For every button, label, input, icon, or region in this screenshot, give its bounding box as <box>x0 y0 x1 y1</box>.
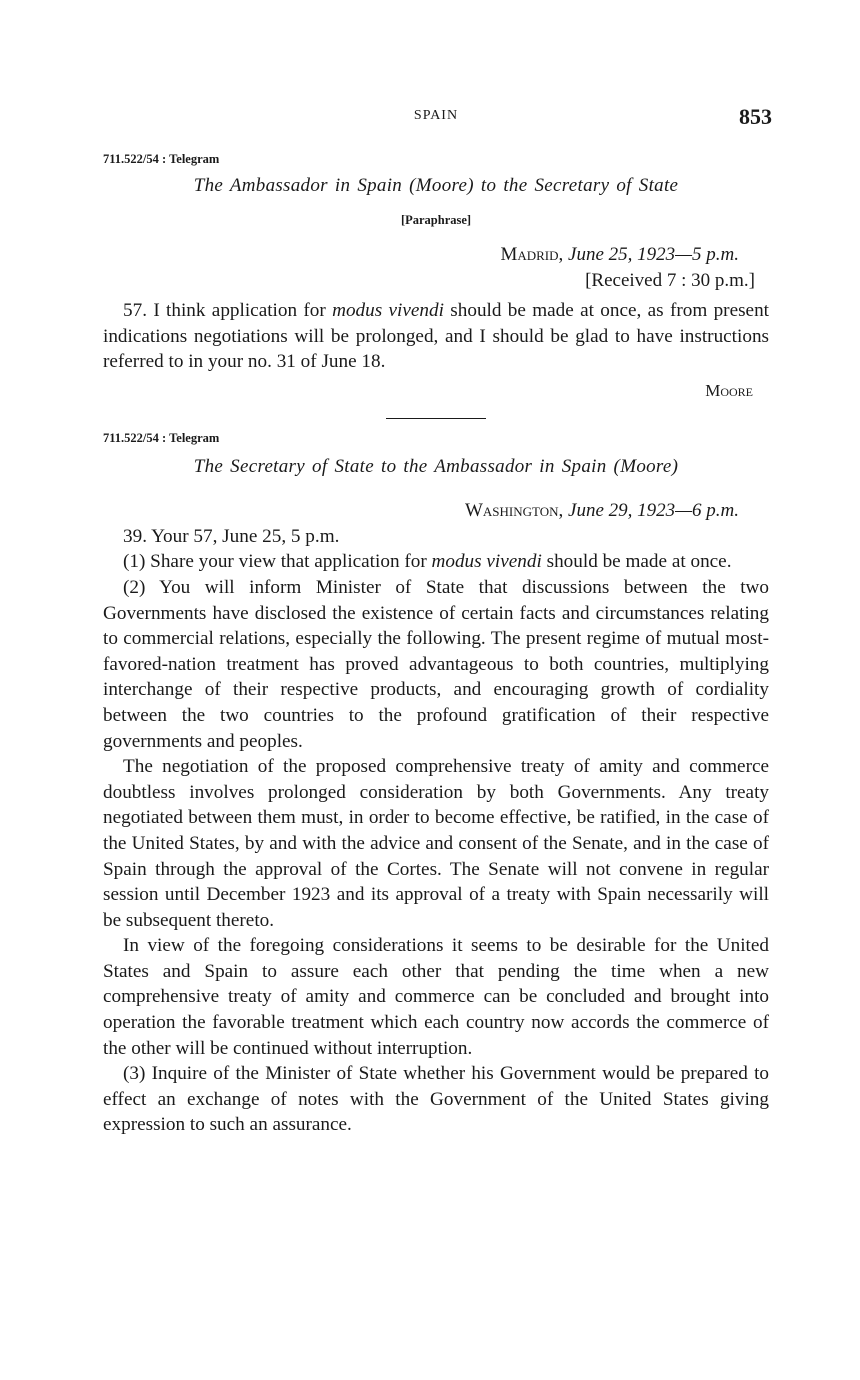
document-title: The Ambassador in Spain (Moore) to the Secretary of State <box>193 175 679 196</box>
dateline-place: Madrid <box>500 244 559 265</box>
dateline: Madrid, June 25, 1923—5 p.m. <box>500 244 739 265</box>
body-paragraph: (3) Inquire of the Minister of State whether his Government would be prepared to effect an exchange of notes with the Government of the United States giving expression to such an assurance. <box>103 1063 769 1136</box>
running-title: SPAIN <box>413 108 459 123</box>
signature: Moore <box>705 380 753 400</box>
body-paragraph: 39. Your 57, June 25, 5 p.m. <box>123 525 340 547</box>
paragraph-text: should be made at once, as from present indications negotiations will be prolonged, and I should be glad to have instructions referred to in your no. 31 of June 18. <box>103 300 769 373</box>
body-paragraph <box>103 549 769 575</box>
paragraph-text: (1) Share your view that application for <box>123 551 432 573</box>
page-number: 853 <box>739 104 772 129</box>
document-page <box>103 104 772 1138</box>
paragraph-text: 57. I think application for <box>123 300 333 321</box>
dateline-date: June 29, 1923—6 p.m. <box>568 499 739 521</box>
file-reference: 711.522/54 : Telegram <box>103 430 220 445</box>
italic-term: modus vivendi <box>431 551 542 573</box>
body-paragraph: The negotiation of the proposed comprehensive treaty of amity and commerce doubtless involves prolonged consideration by both Governments. Any treaty negotiated between them must, in order to become effective, be ratified, in the case of the United States, by and with the advice and consent of the Senate, and in the case of Spain through the approval of the Cortes. The Senate will not convene in regular session until December 1923 and its approval of a treaty with Spain necessarily will be subsequent thereto. <box>103 756 769 931</box>
paraphrase-label: [Paraphrase] <box>400 213 472 227</box>
body-paragraph <box>103 298 769 375</box>
dateline-place: Washington <box>464 499 559 521</box>
running-head <box>103 104 772 136</box>
paragraph-text: should be made at once. <box>541 551 732 573</box>
body-paragraph: (2) You will inform Minister of State that discussions between the two Governments have disclosed the existence of certain facts and circumstances relating to commercial relations, especially the following. The present regime of mutual most-favored-nation treatment has proved advantageous to both countries, multiplying interchange of their respective products, and encouraging growth of cordiality between the two countries to the profound gratification of their respective governments and peoples. <box>103 576 769 752</box>
received-time: [Received 7 : 30 p.m.] <box>585 270 755 291</box>
document-title: The Secretary of State to the Ambassador in Spain (Moore) <box>193 455 679 477</box>
section-divider <box>386 418 486 419</box>
italic-term: modus vivendi <box>332 300 444 321</box>
dateline-date: June 25, 1923—5 p.m. <box>568 244 739 265</box>
dateline: Washington, June 29, 1923—6 p.m. <box>464 499 739 521</box>
file-reference: 711.522/54 : Telegram <box>103 152 220 166</box>
body-paragraph: In view of the foregoing considerations it seems to be desirable for the United States and Spain to assure each other that pending the time when a new comprehensive treaty of amity and commerce can be concluded and brought into operation the favorable treatment which each country now accords the commerce of the other will be continued without interruption. <box>103 935 769 1059</box>
